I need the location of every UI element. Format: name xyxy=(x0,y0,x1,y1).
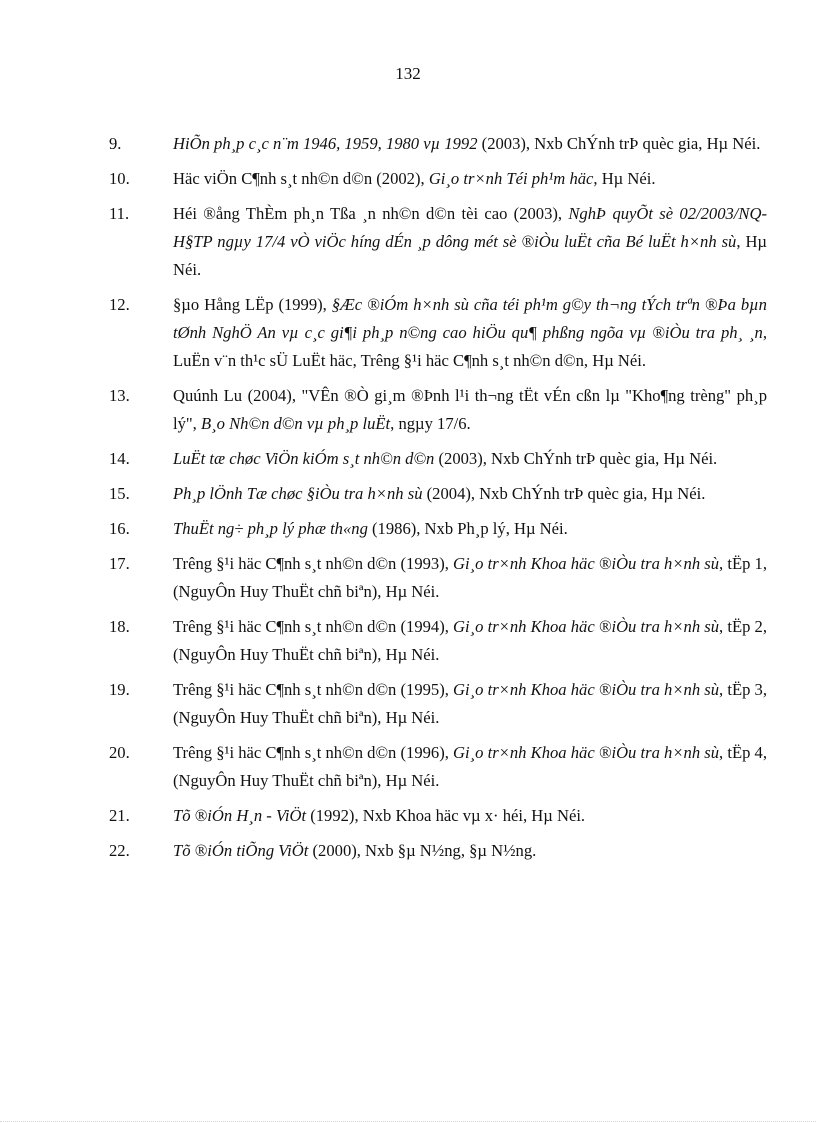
reference-title: Ph¸p lÖnh Tæ chøc §iÒu tra h×nh sù xyxy=(173,484,423,503)
reference-text: (2000), Nxb §µ N½ng, §µ N½ng. xyxy=(308,841,537,860)
reference-text: (1986), Nxb Ph¸p lý, Hµ Néi. xyxy=(367,519,568,538)
reference-text: Trêng §¹i häc C¶nh s¸t nh©n d©n (1993), xyxy=(173,554,454,573)
reference-text: , LuËn v¨n th¹c sÜ LuËt häc, Trêng §¹i häc C¶nh s¸t nh©n d©n, Hµ Néi. xyxy=(173,323,767,370)
reference-title: Gi¸o tr×nh Khoa häc ®iÒu tra h×nh sù xyxy=(453,680,720,699)
page-bottom-rule xyxy=(0,1121,816,1122)
reference-item: 11. Héi ®ång ThÈm ph¸n Tßa ¸n nh©n d©n tèi cao (2003), NghÞ quyÕt sè 02/2003/NQ-H§TP ngµy 17/4 vÒ viÖc híng dÉn ¸p dông mét sè ®iÒu luËt cña Bé luËt h×nh sù, Hµ Néi. xyxy=(109,204,767,279)
reference-text: (1992), Nxb Khoa häc vµ x· héi, Hµ Néi. xyxy=(306,806,586,825)
reference-text: Trêng §¹i häc C¶nh s¸t nh©n d©n (1995), xyxy=(173,680,454,699)
reference-title: ThuËt ng÷ ph¸p lý phæ th«ng xyxy=(173,519,368,538)
reference-item: 20. Trêng §¹i häc C¶nh s¸t nh©n d©n (1996), Gi¸o tr×nh Khoa häc ®iÒu tra h×nh sù, tËp 4, (NguyÔn Huy ThuËt chñ biªn), Hµ Néi. xyxy=(109,743,767,790)
reference-title: Gi¸o tr×nh Khoa häc ®iÒu tra h×nh sù xyxy=(453,617,720,636)
reference-text: , tËp 4, (NguyÔn Huy ThuËt chñ biªn), Hµ Néi. xyxy=(173,743,767,790)
reference-item: 22. Tõ ®iÓn tiÕng ViÖt (2000), Nxb §µ N½ng, §µ N½ng. xyxy=(109,841,537,860)
reference-text: , Hµ Néi. xyxy=(593,169,656,188)
reference-text: (2003), Nxb ChÝnh trÞ quèc gia, Hµ Néi. xyxy=(477,134,761,153)
reference-item: 13. Quúnh Lu (2004), "VÊn ®Ò gi¸m ®Þnh l¹i th¬ng tËt vÉn cßn lµ "Kho¶ng trèng" ph¸p lý", B¸o Nh©n d©n vµ ph¸p luËt, ngµy 17/6. xyxy=(109,386,767,433)
reference-text: , tËp 1, (NguyÔn Huy ThuËt chñ biªn), Hµ Néi. xyxy=(173,554,767,601)
reference-title: Gi¸o tr×nh Khoa häc ®iÒu tra h×nh sù xyxy=(453,554,720,573)
reference-item: 21. Tõ ®iÓn H¸n - ViÖt (1992), Nxb Khoa häc vµ x· héi, Hµ Néi. xyxy=(109,806,586,825)
reference-title: Tõ ®iÓn tiÕng ViÖt xyxy=(173,841,309,860)
reference-title: Gi¸o tr×nh Khoa häc ®iÒu tra h×nh sù xyxy=(453,743,720,762)
reference-text: , tËp 2, (NguyÔn Huy ThuËt chñ biªn), Hµ Néi. xyxy=(173,617,767,664)
reference-title: §Æc ®iÓm h×nh sù cña téi ph¹m g©y th¬ng tÝch trªn ®Þa bµn tØnh NghÖ An vµ c¸c gi¶i ph¸p n©ng cao hiÖu qu¶ phßng ngõa vµ ®iÒu tra ph¸ ¸n xyxy=(173,295,767,342)
reference-text: Trêng §¹i häc C¶nh s¸t nh©n d©n (1996), xyxy=(173,743,454,762)
reference-text: , tËp 3, (NguyÔn Huy ThuËt chñ biªn), Hµ Néi. xyxy=(173,680,767,727)
reference-item: 14. LuËt tæ chøc ViÖn kiÓm s¸t nh©n d©n (2003), Nxb ChÝnh trÞ quèc gia, Hµ Néi. xyxy=(109,449,718,468)
reference-title: B¸o Nh©n d©n vµ ph¸p luËt xyxy=(200,414,391,433)
page-number: 132 xyxy=(395,64,421,83)
reference-text: (2004), Nxb ChÝnh trÞ quèc gia, Hµ Néi. xyxy=(422,484,706,503)
reference-text: Häc viÖn C¶nh s¸t nh©n d©n (2002), xyxy=(173,169,429,188)
reference-text: , ngµy 17/6. xyxy=(390,414,471,433)
reference-item: 16. ThuËt ng÷ ph¸p lý phæ th«ng (1986), Nxb Ph¸p lý, Hµ Néi. xyxy=(109,519,568,538)
reference-item: 15. Ph¸p lÖnh Tæ chøc §iÒu tra h×nh sù (2004), Nxb ChÝnh trÞ quèc gia, Hµ Néi. xyxy=(109,484,706,503)
reference-title: LuËt tæ chøc ViÖn kiÓm s¸t nh©n d©n xyxy=(173,449,435,468)
reference-item: 18. Trêng §¹i häc C¶nh s¸t nh©n d©n (1994), Gi¸o tr×nh Khoa häc ®iÒu tra h×nh sù, tËp 2, (NguyÔn Huy ThuËt chñ biªn), Hµ Néi. xyxy=(109,617,767,664)
reference-item: 17. Trêng §¹i häc C¶nh s¸t nh©n d©n (1993), Gi¸o tr×nh Khoa häc ®iÒu tra h×nh sù, tËp 1, (NguyÔn Huy ThuËt chñ biªn), Hµ Néi. xyxy=(109,554,767,601)
reference-title: HiÕn ph¸p c¸c n¨m 1946, 1959, 1980 vµ 1992 xyxy=(173,134,478,153)
reference-text: (2003), Nxb ChÝnh trÞ quèc gia, Hµ Néi. xyxy=(434,449,718,468)
reference-list xyxy=(109,130,767,872)
reference-text: Trêng §¹i häc C¶nh s¸t nh©n d©n (1994), xyxy=(173,617,454,636)
reference-item: 19. Trêng §¹i häc C¶nh s¸t nh©n d©n (1995), Gi¸o tr×nh Khoa häc ®iÒu tra h×nh sù, tËp 3, (NguyÔn Huy ThuËt chñ biªn), Hµ Néi. xyxy=(109,680,767,727)
reference-title: NghÞ quyÕt sè 02/2003/NQ-H§TP ngµy 17/4 vÒ viÖc híng dÉn ¸p dông mét sè ®iÒu luËt cña Bé luËt h×nh sù xyxy=(173,204,767,251)
reference-item: 9. HiÕn ph¸p c¸c n¨m 1946, 1959, 1980 vµ 1992 (2003), Nxb ChÝnh trÞ quèc gia, Hµ Néi. xyxy=(109,134,761,153)
reference-title: Gi¸o tr×nh Téi ph¹m häc xyxy=(428,169,594,188)
reference-text: , Hµ Néi. xyxy=(173,232,767,279)
reference-text: Quúnh Lu (2004), "VÊn ®Ò gi¸m ®Þnh l¹i th¬ng tËt vÉn cßn lµ "Kho¶ng trèng" ph¸p lý", xyxy=(173,386,767,433)
reference-text: Héi ®ång ThÈm ph¸n Tßa ¸n nh©n d©n tèi cao (2003), xyxy=(173,204,569,223)
reference-text: §µo Hång LËp (1999), xyxy=(173,295,332,314)
reference-item: 10. Häc viÖn C¶nh s¸t nh©n d©n (2002), Gi¸o tr×nh Téi ph¹m häc, Hµ Néi. xyxy=(109,169,656,188)
reference-title: Tõ ®iÓn H¸n - ViÖt xyxy=(173,806,307,825)
reference-item: 12. §µo Hång LËp (1999), §Æc ®iÓm h×nh sù cña téi ph¹m g©y th¬ng tÝch trªn ®Þa bµn tØnh NghÖ An vµ c¸c gi¶i ph¸p n©ng cao hiÖu qu¶ phßng ngõa vµ ®iÒu tra ph¸ ¸n, LuËn v¨n th¹c sÜ LuËt häc, Trêng §¹i häc C¶nh s¸t nh©n d©n, Hµ Néi. xyxy=(109,295,767,370)
